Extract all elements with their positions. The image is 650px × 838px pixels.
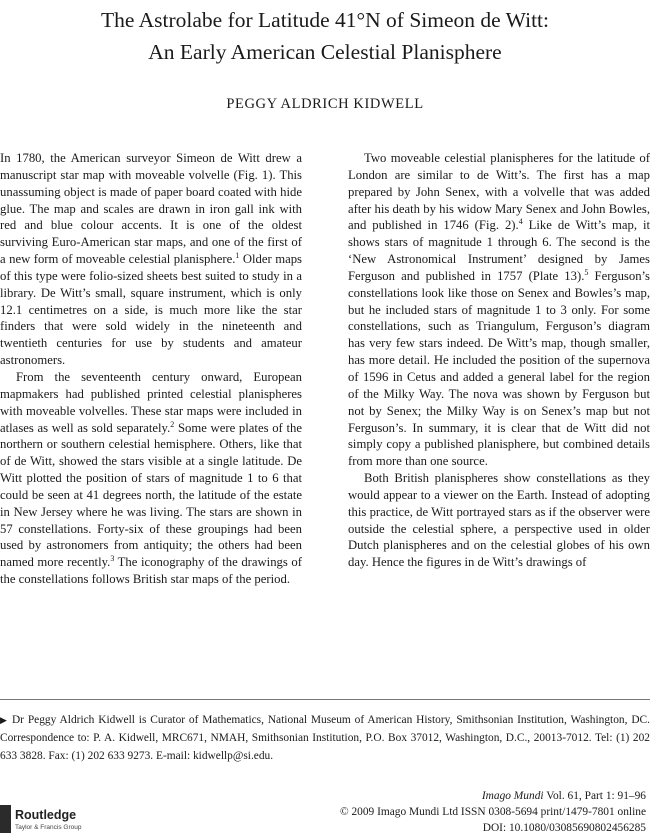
journal-info: [340, 788, 646, 836]
paragraph: From the seventeenth century onward, European mapmakers had published printed celestial planispheres with moveable volvelles. These star maps were included in atlases as well as sold separately.$^2$ Some were plates of the northern or southern celestial hemisphere. Others, like that of de Witt, showed the stars visible at a single latitude. De Witt plotted the position of stars of magnitude 1 to 6 that could be seen at 41 degrees north, the latitude of the estate in New Jersey where he was living. The stars are shown in 57 constellations. Forty-six of these groupings had been used by astronomers from antiquity; the others had been named more recently.$^3$ The iconography of the drawings of the constellations follows British star maps of the period.: [0, 369, 302, 587]
body-column-left: [0, 150, 302, 588]
footnote-ref[interactable]: 2: [170, 419, 175, 429]
journal-citation: [340, 788, 646, 804]
article-title: [0, 4, 650, 68]
footnote-ref[interactable]: 3: [110, 554, 115, 564]
title-line-2: An Early American Celestial Planisphere: [148, 40, 502, 64]
body-column-right: [348, 150, 650, 571]
publisher-name: Routledge: [15, 808, 77, 822]
journal-name: Imago Mundi: [481, 790, 544, 802]
right-pointing-triangle-icon: ▶: [0, 715, 8, 725]
routledge-logo-mark: [0, 805, 11, 833]
footnote-ref[interactable]: 4: [518, 217, 523, 227]
author-name: PEGGY ALDRICH KIDWELL: [226, 96, 424, 112]
footnote-ref[interactable]: 1: [235, 250, 240, 260]
journal-doi[interactable]: DOI: 10.1080/03085690802456285: [482, 822, 646, 834]
journal-copyright: © 2009 Imago Mundi Ltd ISSN 0308-5694 print/1479-7801 online: [339, 806, 646, 818]
paragraph: In 1780, the American surveyor Simeon de Witt drew a manuscript star map with moveable volvelle (Fig. 1). This unassuming object is made of paper board coated with hide glue. The map and scales are drawn in iron gall ink with red and blue colour accents. It is one of the oldest surviving Euro-American star maps, and one of the first of a new form of moveable celestial planisphere.$^1$ Older maps of this type were folio-sized sheets best suited to study in a library. De Witt’s small, square instrument, which is only 12.1 centimetres on a side, is much more like the star finders that were sold widely in the nineteenth and twentieth centuries for use by students and amateur astronomers.: [0, 151, 302, 368]
routledge-logo: [0, 804, 110, 834]
publisher-subtitle: Taylor & Francis Group: [15, 824, 82, 831]
paragraph: Two moveable celestial planispheres for the latitude of London are similar to de Witt’s. The first has a map prepared by John Senex, with a volvelle that was added after his death by his widow Mary Senex and John Bowles, and published in 1746 (Fig. 2).$^4$ Like de Witt’s map, it shows stars of magnitude 1 through 6. The second is the ‘New Astronomical Instrument’ designed by James Ferguson and published in 1757 (Plate 13).$^5$ Ferguson’s constellations look like those on Senex and Bowles’s map, but he included stars of magnitude 1 to 3 only. For some constellations, such as Triangulum, Ferguson’s diagram has very few stars indeed. De Witt’s map, though smaller, has more detail. He included the position of the supernova of 1596 in Cetus and added a general label for the region of the Milky Way. The nova was shown by Ferguson but not by Senex; the Milky Way is on Senex’s map but not Ferguson’s. In summary, it is clear that de Witt did not simply copy a published planisphere, but combined details from more than one source.: [348, 151, 650, 469]
paragraph: Both British planispheres show constellations as they would appear to a viewer on the Earth. Instead of adopting this practice, de Witt portrayed stars as if the observer were outside the celestial sphere, a perspective used in older Dutch planispheres and on the celestial globes of his own day. Hence the figures in de Witt’s drawings of: [348, 471, 650, 570]
author-footnote: ▶ Dr Peggy Aldrich Kidwell is Curator of Mathematics, National Museum of American History, Smithsonian Institution, Washington, DC. Correspondence to: P. A. Kidwell, MRC671, NMAH, Smithsonian Institution, P.O. Box 37012, Washington, D.C., 20013-7012. Tel: (1) 202 633 3828. Fax: (1) 202 633 9273. E-mail: kidwellp@si.edu.: [0, 714, 650, 762]
footnote-divider: [0, 699, 650, 700]
title-line-1: The Astrolabe for Latitude 41°N of Simeon de Witt:: [101, 8, 549, 32]
footnote-ref[interactable]: 5: [584, 267, 589, 277]
journal-volume: Vol. 61, Part 1: 91–96: [546, 790, 646, 802]
